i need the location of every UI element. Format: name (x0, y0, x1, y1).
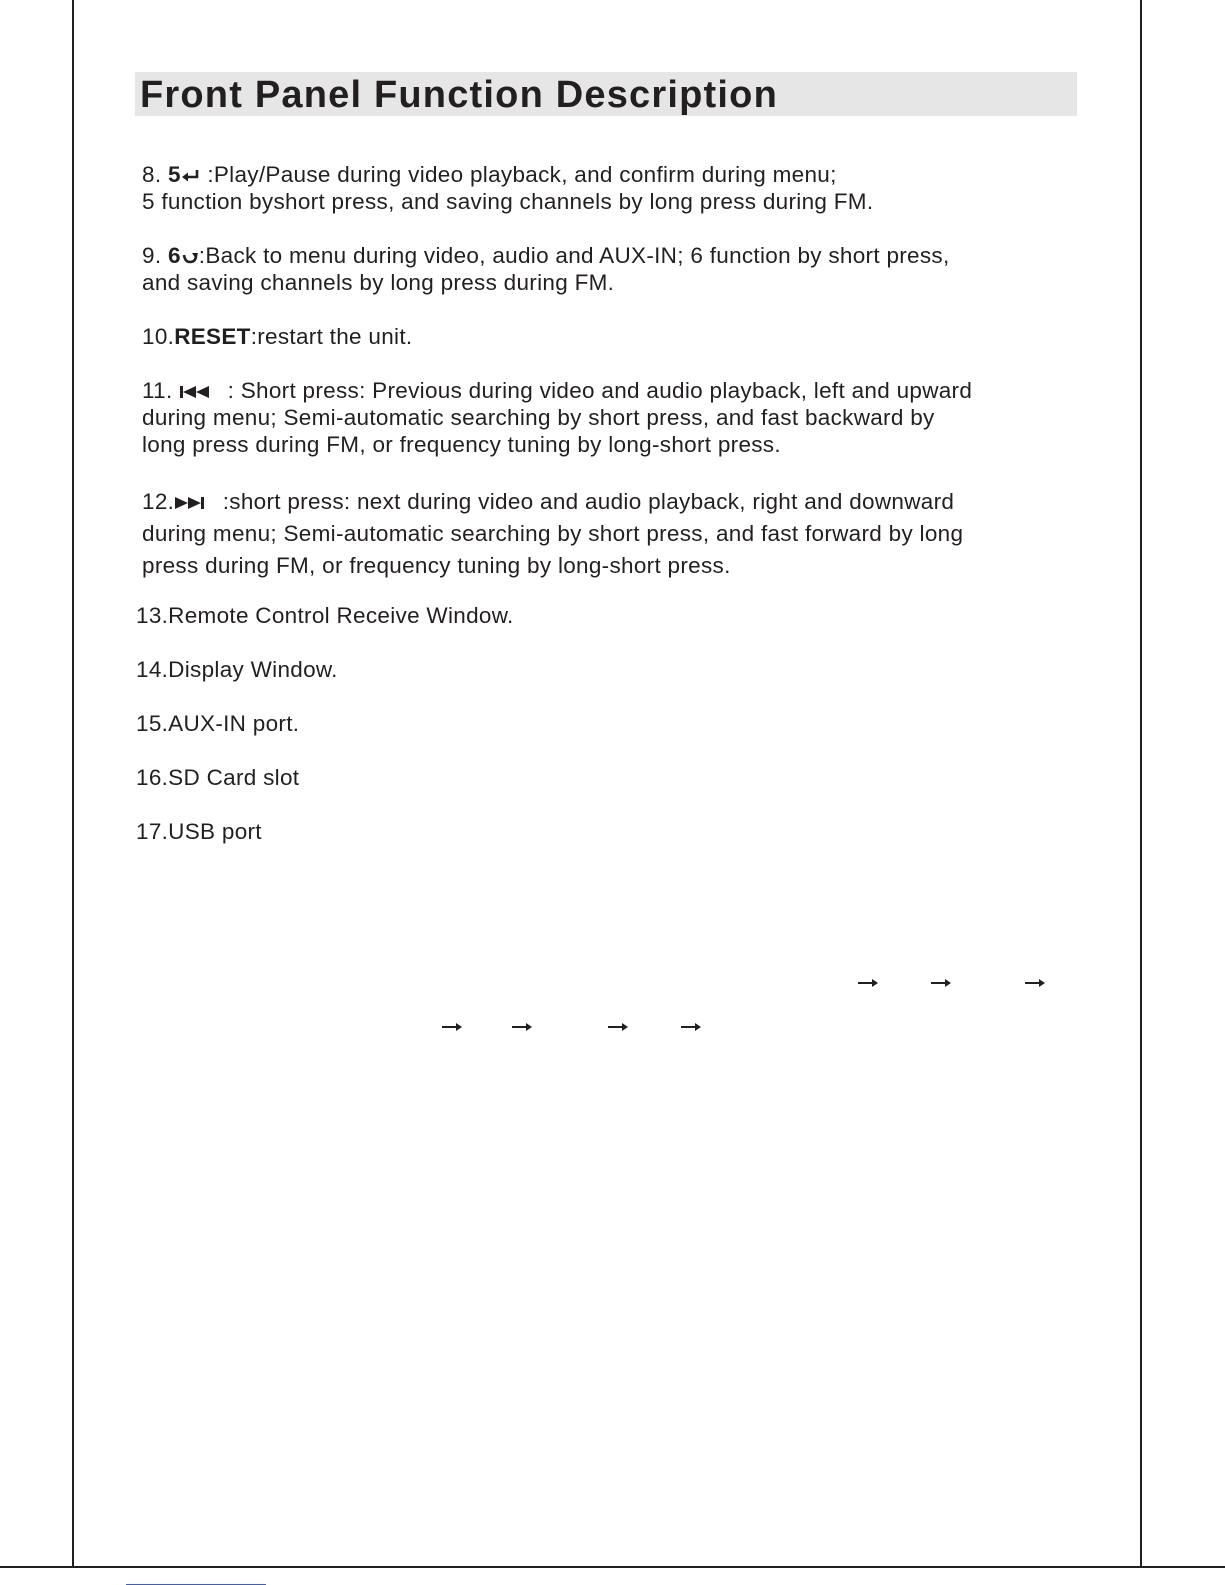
arrow-mark-icon (442, 1026, 460, 1028)
item-8 (142, 161, 873, 215)
list-item: 16.SD Card slot (136, 765, 300, 790)
description-text: :restart the unit. (250, 324, 413, 349)
arrow-mark-icon (681, 1026, 699, 1028)
arrow-mark-icon (512, 1026, 530, 1028)
description-text: :Back to menu during video, audio and AUX-IN; 6 function by short press, (198, 243, 950, 268)
title-bar (135, 72, 1077, 116)
item-9-line-1 (142, 242, 950, 269)
item-12-line-1 (142, 486, 963, 518)
key-label: 5 (167, 162, 181, 187)
skip-next-icon (174, 496, 216, 510)
description-text: : Short press: Previous during video and audio playback, left and upward (221, 378, 973, 403)
item-12-line-2: during menu; Semi-automatic searching by short press, and fast forward by long (142, 521, 964, 546)
item-number: 10. (142, 324, 175, 349)
description-text: :Play/Pause during video playback, and confirm during menu; (207, 162, 837, 187)
list-item: 17.USB port (136, 819, 262, 844)
arrow-mark-icon (1025, 982, 1043, 984)
page-border-bottom (0, 1566, 1225, 1568)
item-number: 9. (142, 243, 162, 268)
list-item: 15.AUX-IN port. (136, 711, 300, 736)
item-11-line-1 (142, 377, 972, 404)
item-9 (142, 242, 950, 296)
item-number: 11. (142, 378, 173, 403)
key-label: RESET (174, 324, 251, 349)
list-item: 13.Remote Control Receive Window. (136, 603, 514, 628)
key-label: 6 (167, 243, 181, 268)
return-arrow-icon (181, 250, 199, 264)
item-8-line-2: 5 function byshort press, and saving channels by long press during FM. (142, 189, 874, 214)
item-9-line-2: and saving channels by long press during FM. (142, 270, 615, 295)
item-12 (142, 486, 963, 582)
item-number: 8. (142, 162, 162, 187)
arrow-mark-icon (608, 1026, 626, 1028)
skip-previous-icon (179, 385, 221, 399)
description-text: :short press: next during video and audio playback, right and downward (216, 489, 955, 514)
item-10 (142, 323, 412, 350)
item-11-line-2: during menu; Semi-automatic searching by short press, and fast backward by (142, 405, 935, 430)
item-10-line-1 (142, 323, 412, 350)
item-12-line-3: press during FM, or frequency tuning by long-short press. (142, 553, 731, 578)
item-11-line-3: long press during FM, or frequency tuning by long-short press. (142, 432, 781, 457)
item-11 (142, 377, 972, 458)
item-number: 12. (142, 489, 175, 514)
page-title: Front Panel Function Description (140, 74, 778, 116)
list-item: 14.Display Window. (136, 657, 338, 682)
page-border-left (72, 0, 74, 1568)
item-8-line-1 (142, 161, 873, 188)
enter-arrow-icon (181, 169, 201, 183)
arrow-mark-icon (931, 982, 949, 984)
page-border-right (1140, 0, 1142, 1568)
arrow-mark-icon (858, 982, 876, 984)
